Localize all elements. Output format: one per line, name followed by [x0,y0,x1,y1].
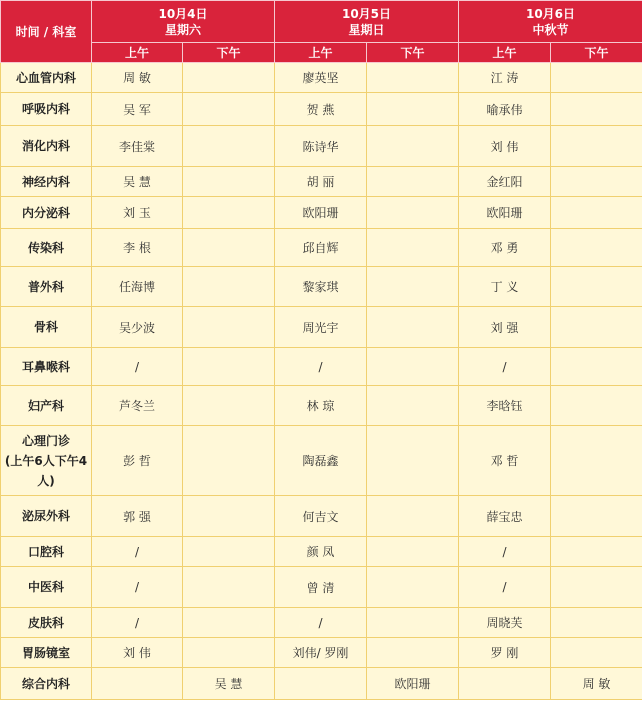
table-row [1,126,642,167]
doctor-cell: 任海博 [92,267,183,307]
dept-name: 中医科 [1,567,92,608]
table-row [1,496,642,537]
table-row [1,426,642,496]
doctor-cell [367,608,459,638]
am-header: 上午 [275,43,367,63]
doctor-cell [367,229,459,267]
doctor-cell: 廖英坚 [275,63,367,93]
table-row [1,93,642,126]
doctor-cell: 黎家琪 [275,267,367,307]
doctor-cell: 吴少波 [92,307,183,348]
doctor-cell: 罗 刚 [459,638,551,668]
doctor-cell: 刘 强 [459,307,551,348]
dept-name: 口腔科 [1,537,92,567]
table-row [1,167,642,197]
doctor-cell [367,267,459,307]
doctor-cell [367,386,459,426]
doctor-cell [551,126,642,167]
doctor-cell: 周晓芙 [459,608,551,638]
day-header-1 [92,1,275,43]
doctor-cell: / [92,567,183,608]
doctor-cell [183,126,275,167]
doctor-cell: / [275,348,367,386]
doctor-cell: 何吉文 [275,496,367,537]
doctor-cell: 陈诗华 [275,126,367,167]
table-row [1,307,642,348]
dept-name: 心理门诊 (上午6人下午4 人) [1,426,92,496]
doctor-cell: 颜 凤 [275,537,367,567]
dept-name: 耳鼻喉科 [1,348,92,386]
day-date: 10月6日 [525,6,576,21]
doctor-cell: 金红阳 [459,167,551,197]
pm-header: 下午 [551,43,642,63]
doctor-cell [183,537,275,567]
doctor-cell: 周 敏 [92,63,183,93]
doctor-cell [551,267,642,307]
doctor-cell [183,307,275,348]
doctor-cell: 李 根 [92,229,183,267]
doctor-cell: 周 敏 [551,668,642,700]
doctor-cell [551,567,642,608]
am-header: 上午 [459,43,551,63]
table-row [1,608,642,638]
day-date: 10月4日 [158,6,208,21]
doctor-cell: 刘伟/ 罗刚 [275,638,367,668]
doctor-cell: / [92,537,183,567]
doctor-cell [367,496,459,537]
doctor-cell: 刘 伟 [92,638,183,668]
doctor-cell: 刘 伟 [459,126,551,167]
doctor-cell [183,608,275,638]
doctor-cell [551,167,642,197]
table-row [1,638,642,668]
doctor-cell [551,63,642,93]
day-date: 10月5日 [341,6,392,21]
doctor-cell [183,93,275,126]
doctor-cell: 邓 哲 [459,426,551,496]
doctor-cell: 欧阳珊 [275,197,367,229]
dept-name: 心血管内科 [1,63,92,93]
doctor-cell: 吴 慧 [92,167,183,197]
doctor-cell [551,229,642,267]
doctor-cell [183,638,275,668]
doctor-cell [367,167,459,197]
doctor-cell: 江 涛 [459,63,551,93]
doctor-cell: 李佳棠 [92,126,183,167]
doctor-cell: 丁 义 [459,267,551,307]
dept-name: 胃肠镜室 [1,638,92,668]
doctor-cell [183,63,275,93]
doctor-cell: / [275,608,367,638]
doctor-cell [551,426,642,496]
doctor-cell [367,307,459,348]
doctor-cell: 彭 哲 [92,426,183,496]
doctor-cell: 喻承伟 [459,93,551,126]
doctor-cell [551,307,642,348]
doctor-cell [183,197,275,229]
table-row [1,386,642,426]
doctor-cell [367,126,459,167]
dept-name: 神经内科 [1,167,92,197]
doctor-cell [367,63,459,93]
doctor-cell: 欧阳珊 [459,197,551,229]
doctor-cell: 郭 强 [92,496,183,537]
doctor-cell [367,638,459,668]
doctor-cell: 周光宇 [275,307,367,348]
day-header-3 [459,1,642,43]
table-row [1,537,642,567]
day-label: 中秋节 [532,22,569,37]
doctor-cell: 曾 清 [275,567,367,608]
doctor-cell: 芦冬兰 [92,386,183,426]
table-row [1,567,642,608]
dept-name: 泌尿外科 [1,496,92,537]
doctor-cell [183,567,275,608]
corner-header [1,1,92,63]
day-header-2 [275,1,459,43]
doctor-cell [367,93,459,126]
doctor-cell: 贺 燕 [275,93,367,126]
pm-header: 下午 [367,43,459,63]
doctor-cell [275,668,367,700]
dept-name: 传染科 [1,229,92,267]
dept-name: 内分泌科 [1,197,92,229]
doctor-cell [551,608,642,638]
dept-name: 综合内科 [1,668,92,700]
doctor-cell [183,348,275,386]
dept-name: 皮肤科 [1,608,92,638]
doctor-cell [551,496,642,537]
doctor-cell: / [459,537,551,567]
doctor-cell [183,386,275,426]
dept-name: 呼吸内科 [1,93,92,126]
doctor-cell [367,348,459,386]
table-row [1,668,642,700]
dept-name: 消化内科 [1,126,92,167]
doctor-cell: 胡 丽 [275,167,367,197]
doctor-cell: / [92,608,183,638]
doctor-cell [367,537,459,567]
dept-name: 骨科 [1,307,92,348]
doctor-cell [551,197,642,229]
doctor-cell [551,348,642,386]
doctor-cell: 李晗钰 [459,386,551,426]
day-label: 星期日 [348,22,385,37]
doctor-cell [183,167,275,197]
corner-line1: 时间 / [15,25,49,39]
doctor-cell: 薛宝忠 [459,496,551,537]
doctor-cell [183,496,275,537]
doctor-cell [367,567,459,608]
doctor-cell [551,93,642,126]
table-row [1,267,642,307]
doctor-cell [551,537,642,567]
doctor-cell: 吴 军 [92,93,183,126]
doctor-cell: 陶磊鑫 [275,426,367,496]
doctor-cell [183,229,275,267]
doctor-cell: 欧阳珊 [367,668,459,700]
doctor-cell: 邓 勇 [459,229,551,267]
pm-header: 下午 [183,43,275,63]
table-row [1,229,642,267]
dept-name: 普外科 [1,267,92,307]
day-label: 星期六 [164,22,201,37]
doctor-cell: 林 琼 [275,386,367,426]
doctor-cell [551,638,642,668]
table-row [1,63,642,93]
doctor-cell: 刘 玉 [92,197,183,229]
table-row [1,348,642,386]
doctor-cell: 吴 慧 [183,668,275,700]
doctor-cell: 邱自辉 [275,229,367,267]
table-row [1,197,642,229]
doctor-cell: / [92,348,183,386]
doctor-cell [551,386,642,426]
corner-line2: 科室 [52,25,77,39]
doctor-cell: / [459,567,551,608]
doctor-cell [183,426,275,496]
doctor-cell [92,668,183,700]
doctor-cell [459,668,551,700]
doctor-cell [183,267,275,307]
dept-name: 妇产科 [1,386,92,426]
doctor-cell [367,426,459,496]
doctor-cell: / [459,348,551,386]
am-header: 上午 [92,43,183,63]
doctor-cell [367,197,459,229]
